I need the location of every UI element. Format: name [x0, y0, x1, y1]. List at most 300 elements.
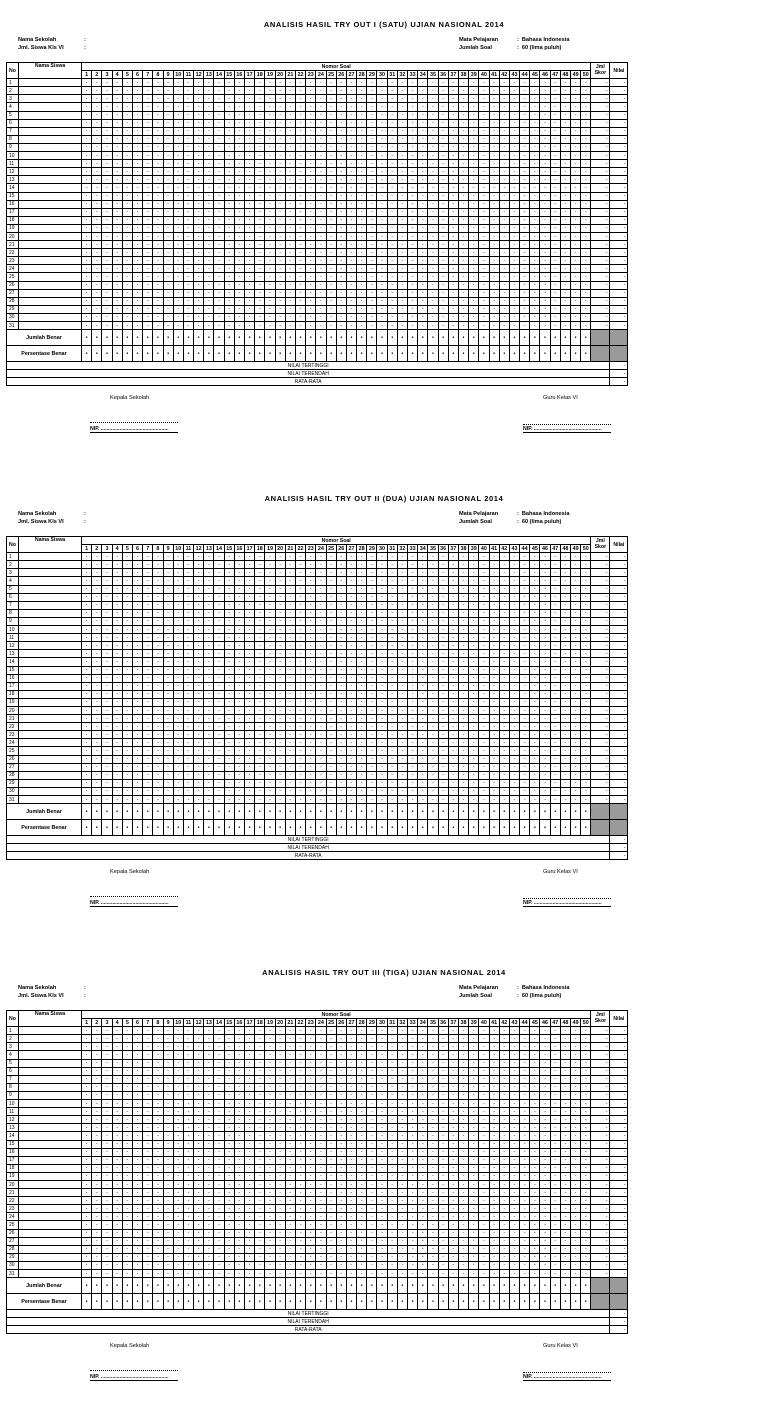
question-number: 7 [143, 1019, 153, 1027]
answer-cell: - [326, 561, 336, 569]
answer-cell: - [102, 1189, 112, 1197]
rata-rata-value: - [610, 852, 628, 860]
summary-cell: • [550, 330, 560, 346]
answer-cell: - [387, 127, 397, 135]
answer-cell: - [581, 265, 591, 273]
answer-cell: - [306, 682, 316, 690]
answer-cell: - [316, 1124, 326, 1132]
summary-cell: • [408, 804, 418, 820]
student-name [19, 682, 82, 690]
answer-cell: - [255, 265, 265, 273]
answer-cell: - [469, 698, 479, 706]
answer-cell: - [143, 103, 153, 111]
answer-cell: - [112, 135, 122, 143]
answer-cell: - [367, 281, 377, 289]
answer-cell: - [499, 771, 509, 779]
score-cell: - [591, 297, 610, 305]
answer-cell: - [377, 127, 387, 135]
answer-cell: - [581, 1091, 591, 1099]
answer-cell: - [153, 322, 163, 330]
answer-cell: - [469, 95, 479, 103]
answer-cell: - [153, 224, 163, 232]
answer-cell: - [509, 585, 519, 593]
question-number: 34 [418, 545, 428, 553]
score-cell: - [591, 119, 610, 127]
answer-cell: - [489, 297, 499, 305]
answer-cell: - [489, 1108, 499, 1116]
answer-cell: - [163, 1100, 173, 1108]
answer-cell: - [316, 216, 326, 224]
answer-cell: - [550, 706, 560, 714]
answer-cell: - [581, 1116, 591, 1124]
answer-cell: - [204, 192, 214, 200]
answer-cell: - [469, 119, 479, 127]
answer-cell: - [581, 1043, 591, 1051]
answer-cell: - [122, 779, 132, 787]
answer-cell: - [560, 1164, 570, 1172]
answer-cell: - [275, 281, 285, 289]
answer-cell: - [346, 257, 356, 265]
answer-cell: - [346, 731, 356, 739]
answer-cell: - [102, 160, 112, 168]
answer-cell: - [489, 658, 499, 666]
answer-cell: - [530, 723, 540, 731]
answer-cell: - [458, 135, 468, 143]
question-number: 1 [82, 1019, 92, 1027]
answer-cell: - [265, 1100, 275, 1108]
answer-cell: - [550, 593, 560, 601]
score-cell: - [591, 249, 610, 257]
answer-cell: - [581, 224, 591, 232]
answer-cell: - [82, 95, 92, 103]
answer-cell: - [316, 1116, 326, 1124]
answer-cell: - [448, 553, 458, 561]
answer-cell: - [336, 690, 346, 698]
answer-cell: - [92, 593, 102, 601]
answer-cell: - [306, 1164, 316, 1172]
answer-cell: - [234, 626, 244, 634]
answer-cell: - [530, 1180, 540, 1188]
answer-cell: - [132, 192, 142, 200]
answer-cell: - [234, 1091, 244, 1099]
score-cell: - [591, 755, 610, 763]
persentase-benar-label: Persentase Benar [7, 820, 82, 836]
answer-cell: - [194, 200, 204, 208]
answer-cell: - [367, 1172, 377, 1180]
student-name [19, 224, 82, 232]
answer-cell: - [255, 609, 265, 617]
answer-cell: - [265, 1067, 275, 1075]
grade-cell: - [610, 232, 628, 240]
answer-cell: - [112, 95, 122, 103]
answer-cell: - [560, 168, 570, 176]
answer-cell: - [336, 650, 346, 658]
answer-cell: - [520, 305, 530, 313]
question-number: 42 [499, 71, 509, 79]
answer-cell: - [428, 1100, 438, 1108]
summary-cell: • [418, 804, 428, 820]
answer-cell: - [285, 119, 295, 127]
answer-cell: - [275, 658, 285, 666]
answer-cell: - [306, 706, 316, 714]
answer-cell: - [122, 690, 132, 698]
answer-cell: - [153, 216, 163, 224]
answer-cell: - [275, 690, 285, 698]
answer-cell: - [509, 273, 519, 281]
answer-cell: - [418, 1067, 428, 1075]
answer-cell: - [367, 682, 377, 690]
answer-cell: - [163, 1067, 173, 1075]
persentase-benar-row [7, 346, 628, 362]
answer-cell: - [214, 626, 224, 634]
answer-cell: - [357, 1116, 367, 1124]
answer-cell: - [509, 200, 519, 208]
answer-cell: - [550, 200, 560, 208]
answer-cell: - [336, 119, 346, 127]
answer-cell: - [316, 593, 326, 601]
answer-cell: - [245, 1027, 255, 1035]
answer-cell: - [224, 690, 234, 698]
answer-cell: - [397, 601, 407, 609]
answer-cell: - [458, 1059, 468, 1067]
answer-cell: - [571, 1035, 581, 1043]
answer-cell: - [550, 1075, 560, 1083]
answer-cell: - [204, 1043, 214, 1051]
answer-cell: - [112, 1156, 122, 1164]
summary-cell: • [336, 804, 346, 820]
answer-cell: - [550, 1132, 560, 1140]
answer-cell: - [438, 1116, 448, 1124]
answer-cell: - [295, 143, 305, 151]
answer-cell: - [265, 1075, 275, 1083]
answer-cell: - [571, 577, 581, 585]
summary-cell: • [143, 820, 153, 836]
answer-cell: - [326, 601, 336, 609]
answer-cell: - [581, 763, 591, 771]
answer-cell: - [183, 127, 193, 135]
answer-cell: - [295, 200, 305, 208]
score-cell: - [591, 585, 610, 593]
answer-cell: - [530, 779, 540, 787]
answer-cell: - [163, 79, 173, 87]
answer-cell: - [499, 257, 509, 265]
summary-cell: • [458, 804, 468, 820]
answer-cell: - [357, 787, 367, 795]
question-number: 22 [295, 1019, 305, 1027]
answer-cell: - [571, 216, 581, 224]
answer-cell: - [102, 1124, 112, 1132]
answer-cell: - [295, 658, 305, 666]
student-name [19, 265, 82, 273]
answer-cell: - [173, 796, 183, 804]
answer-cell: - [214, 1043, 224, 1051]
answer-cell: - [346, 241, 356, 249]
answer-cell: - [438, 1132, 448, 1140]
answer-cell: - [520, 1091, 530, 1099]
answer-cell: - [581, 1067, 591, 1075]
answer-cell: - [224, 232, 234, 240]
answer-cell: - [581, 593, 591, 601]
answer-cell: - [173, 1164, 183, 1172]
grade-cell: - [610, 1035, 628, 1043]
answer-cell: - [469, 281, 479, 289]
answer-cell: - [143, 674, 153, 682]
answer-cell: - [194, 593, 204, 601]
answer-cell: - [581, 87, 591, 95]
answer-cell: - [346, 609, 356, 617]
answer-cell: - [530, 1083, 540, 1091]
answer-cell: - [499, 1027, 509, 1035]
answer-cell: - [214, 297, 224, 305]
answer-cell: - [550, 232, 560, 240]
answer-cell: - [92, 143, 102, 151]
answer-cell: - [204, 706, 214, 714]
score-cell: - [591, 322, 610, 330]
answer-cell: - [234, 1108, 244, 1116]
answer-cell: - [418, 1164, 428, 1172]
score-cell: - [591, 634, 610, 642]
answer-cell: - [509, 143, 519, 151]
answer-cell: - [224, 273, 234, 281]
answer-cell: - [408, 569, 418, 577]
answer-cell: - [163, 119, 173, 127]
row-number: 7 [7, 1075, 19, 1083]
answer-cell: - [408, 682, 418, 690]
answer-cell: - [204, 1148, 214, 1156]
answer-cell: - [122, 1189, 132, 1197]
answer-cell: - [224, 626, 234, 634]
answer-cell: - [489, 1164, 499, 1172]
answer-cell: - [499, 1180, 509, 1188]
answer-cell: - [346, 577, 356, 585]
answer-cell: - [520, 698, 530, 706]
answer-cell: - [520, 127, 530, 135]
answer-cell: - [224, 265, 234, 273]
nilai-terendah-row [7, 844, 628, 852]
answer-cell: - [377, 1091, 387, 1099]
answer-cell: - [560, 192, 570, 200]
row-number: 13 [7, 176, 19, 184]
answer-cell: - [183, 1124, 193, 1132]
answer-cell: - [265, 609, 275, 617]
answer-cell: - [173, 1180, 183, 1188]
answer-cell: - [428, 1091, 438, 1099]
answer-cell: - [499, 723, 509, 731]
answer-cell: - [550, 289, 560, 297]
answer-cell: - [194, 787, 204, 795]
answer-cell: - [306, 176, 316, 184]
answer-cell: - [102, 715, 112, 723]
answer-cell: - [377, 208, 387, 216]
score-cell: - [591, 609, 610, 617]
answer-cell: - [397, 690, 407, 698]
answer-cell: - [581, 176, 591, 184]
answer-cell: - [285, 739, 295, 747]
answer-cell: - [397, 682, 407, 690]
student-row [7, 739, 628, 747]
answer-cell: - [82, 208, 92, 216]
answer-cell: - [316, 249, 326, 257]
answer-cell: - [408, 1083, 418, 1091]
answer-cell: - [499, 152, 509, 160]
answer-cell: - [194, 79, 204, 87]
answer-cell: - [326, 650, 336, 658]
answer-cell: - [540, 152, 550, 160]
answer-cell: - [438, 257, 448, 265]
answer-cell: - [183, 1027, 193, 1035]
row-number: 22 [7, 249, 19, 257]
answer-cell: - [530, 577, 540, 585]
answer-cell: - [102, 642, 112, 650]
answer-cell: - [571, 698, 581, 706]
grade-cell: - [610, 305, 628, 313]
answer-cell: - [265, 731, 275, 739]
answer-cell: - [540, 698, 550, 706]
answer-cell: - [275, 1043, 285, 1051]
answer-cell: - [285, 617, 295, 625]
answer-cell: - [540, 1132, 550, 1140]
answer-cell: - [479, 176, 489, 184]
answer-cell: - [163, 1132, 173, 1140]
answer-cell: - [571, 1164, 581, 1172]
answer-cell: - [540, 682, 550, 690]
question-number: 38 [458, 1019, 468, 1027]
student-row [7, 642, 628, 650]
answer-cell: - [520, 184, 530, 192]
answer-cell: - [183, 715, 193, 723]
answer-cell: - [132, 739, 142, 747]
answer-cell: - [357, 747, 367, 755]
question-number: 25 [326, 545, 336, 553]
answer-cell: - [428, 747, 438, 755]
answer-cell: - [387, 698, 397, 706]
answer-cell: - [214, 1027, 224, 1035]
answer-cell: - [122, 1091, 132, 1099]
answer-cell: - [458, 160, 468, 168]
answer-cell: - [245, 674, 255, 682]
answer-cell: - [326, 763, 336, 771]
answer-cell: - [326, 1108, 336, 1116]
answer-cell: - [316, 666, 326, 674]
answer-cell: - [326, 723, 336, 731]
answer-cell: - [377, 216, 387, 224]
answer-cell: - [194, 601, 204, 609]
answer-cell: - [112, 249, 122, 257]
answer-cell: - [336, 731, 346, 739]
answer-cell: - [408, 658, 418, 666]
grade-cell: - [610, 666, 628, 674]
answer-cell: - [377, 723, 387, 731]
answer-cell: - [122, 322, 132, 330]
answer-cell: - [581, 305, 591, 313]
answer-cell: - [346, 184, 356, 192]
answer-cell: - [509, 297, 519, 305]
answer-cell: - [571, 674, 581, 682]
answer-cell: - [408, 755, 418, 763]
answer-cell: - [387, 739, 397, 747]
answer-cell: - [550, 658, 560, 666]
answer-cell: - [418, 787, 428, 795]
answer-cell: - [520, 706, 530, 714]
answer-cell: - [204, 232, 214, 240]
answer-cell: - [112, 561, 122, 569]
row-number: 12 [7, 1116, 19, 1124]
answer-cell: - [357, 249, 367, 257]
answer-cell: - [255, 216, 265, 224]
answer-cell: - [224, 135, 234, 143]
summary-cell: • [520, 820, 530, 836]
student-name [19, 127, 82, 135]
answer-cell: - [143, 585, 153, 593]
answer-cell: - [469, 609, 479, 617]
answer-cell: - [92, 257, 102, 265]
answer-cell: - [316, 561, 326, 569]
answer-cell: - [408, 747, 418, 755]
answer-cell: - [469, 1156, 479, 1164]
answer-cell: - [265, 577, 275, 585]
answer-cell: - [499, 593, 509, 601]
answer-cell: - [194, 265, 204, 273]
answer-cell: - [122, 682, 132, 690]
score-cell: - [591, 87, 610, 95]
answer-cell: - [153, 682, 163, 690]
answer-cell: - [560, 731, 570, 739]
answer-cell: - [316, 771, 326, 779]
answer-cell: - [153, 796, 163, 804]
answer-cell: - [581, 200, 591, 208]
answer-cell: - [194, 666, 204, 674]
answer-cell: - [418, 232, 428, 240]
answer-cell: - [234, 779, 244, 787]
answer-cell: - [153, 281, 163, 289]
answer-cell: - [245, 79, 255, 87]
answer-cell: - [346, 289, 356, 297]
answer-cell: - [357, 1180, 367, 1188]
answer-cell: - [214, 690, 224, 698]
score-cell: - [591, 593, 610, 601]
answer-cell: - [112, 160, 122, 168]
answer-cell: - [581, 715, 591, 723]
answer-cell: - [489, 103, 499, 111]
student-name [19, 79, 82, 87]
answer-cell: - [479, 224, 489, 232]
answer-cell: - [479, 698, 489, 706]
answer-cell: - [571, 569, 581, 577]
answer-cell: - [112, 1027, 122, 1035]
answer-cell: - [194, 723, 204, 731]
answer-cell: - [448, 706, 458, 714]
answer-cell: - [560, 224, 570, 232]
answer-cell: - [418, 690, 428, 698]
answer-cell: - [234, 650, 244, 658]
answer-cell: - [102, 779, 112, 787]
answer-cell: - [438, 200, 448, 208]
answer-cell: - [418, 1124, 428, 1132]
answer-cell: - [245, 577, 255, 585]
answer-cell: - [143, 87, 153, 95]
student-row [7, 634, 628, 642]
answer-cell: - [560, 1132, 570, 1140]
answer-cell: - [438, 241, 448, 249]
answer-cell: - [509, 706, 519, 714]
answer-cell: - [479, 127, 489, 135]
answer-cell: - [560, 127, 570, 135]
row-number: 25 [7, 747, 19, 755]
answer-cell: - [234, 690, 244, 698]
answer-cell: - [387, 257, 397, 265]
answer-cell: - [560, 690, 570, 698]
answer-cell: - [153, 143, 163, 151]
